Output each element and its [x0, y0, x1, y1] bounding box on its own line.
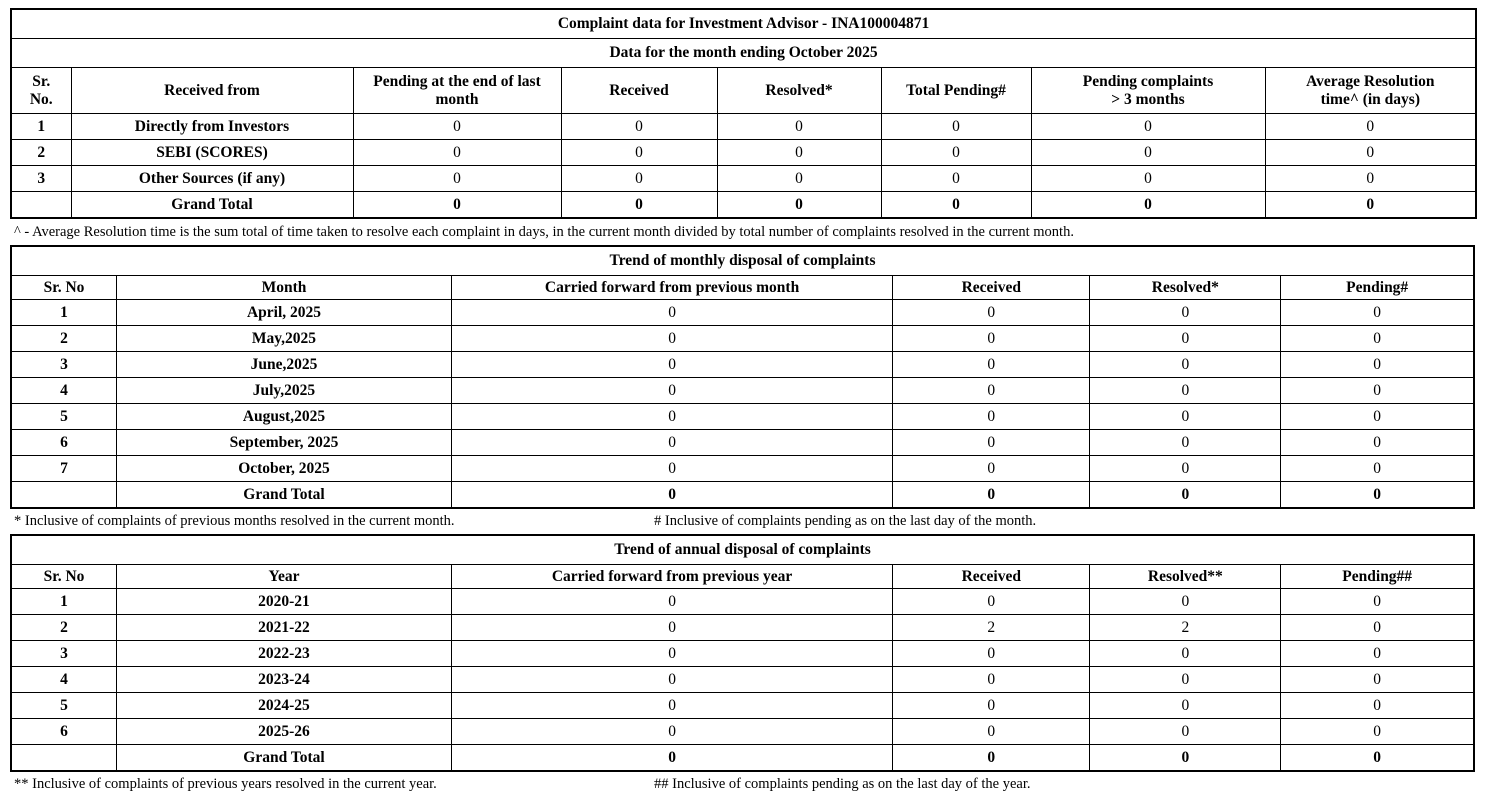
cell-carried-forward: 0 — [451, 326, 892, 352]
footnote-resolved-double-asterisk: ** Inclusive of complaints of previous years resolved in the current year. — [14, 776, 437, 793]
column-header-average-resolution-time — [1265, 68, 1476, 114]
cell-carried-forward: 0 — [451, 404, 892, 430]
cell-received: 0 — [893, 352, 1090, 378]
cell-pending: 0 — [1281, 719, 1474, 745]
column-header-pending: Pending## — [1281, 565, 1474, 589]
cell-month: September, 2025 — [117, 430, 452, 456]
cell-received: 0 — [893, 300, 1090, 326]
column-header-received: Received — [893, 565, 1090, 589]
cell-resolved: 0 — [1090, 482, 1281, 509]
cell-total-pending: 0 — [881, 140, 1031, 166]
cell-sr-no: 5 — [11, 404, 117, 430]
cell-carried-forward: 0 — [451, 667, 892, 693]
cell-pending-gt-3-months: 0 — [1031, 192, 1265, 219]
footnote-pending-hash: # Inclusive of complaints pending as on the last day of the month. — [654, 513, 1037, 530]
cell-pending: 0 — [1281, 641, 1474, 667]
column-header-month: Month — [117, 276, 452, 300]
cell-sr-no: 2 — [11, 615, 117, 641]
table2-banner-row — [11, 246, 1474, 276]
cell-received: 0 — [893, 482, 1090, 509]
footnote-average-resolution-time: ^ - Average Resolution time is the sum total of time taken to resolve each complaint in days, in the current month divided by total number of complaints resolved in the current month. — [14, 224, 1074, 240]
cell-sr-no: 1 — [11, 589, 117, 615]
cell-resolved: 0 — [1090, 667, 1281, 693]
cell-grand-total-label: Grand Total — [71, 192, 353, 219]
cell-sr-no: 5 — [11, 693, 117, 719]
cell-month: June,2025 — [117, 352, 452, 378]
cell-received-from: Other Sources (if any) — [71, 166, 353, 192]
cell-year: 2024-25 — [117, 693, 452, 719]
footnote-row-annual — [10, 772, 1475, 797]
table-row — [11, 140, 1476, 166]
cell-pending-last-month: 0 — [353, 166, 561, 192]
table-row — [11, 404, 1474, 430]
cell-sr-no: 3 — [11, 641, 117, 667]
cell-resolved: 0 — [1090, 378, 1281, 404]
table-row — [11, 166, 1476, 192]
avg-res-line-2: time^ (in days) — [1320, 90, 1420, 108]
cell-pending: 0 — [1281, 589, 1474, 615]
cell-resolved: 0 — [717, 114, 881, 140]
cell-carried-forward: 0 — [451, 352, 892, 378]
cell-resolved: 0 — [1090, 589, 1281, 615]
cell-pending: 0 — [1281, 456, 1474, 482]
cell-avg-resolution-days: 0 — [1265, 192, 1476, 219]
cell-resolved: 0 — [1090, 456, 1281, 482]
column-header-received: Received — [561, 68, 717, 114]
cell-month: August,2025 — [117, 404, 452, 430]
pending-gt3-line-2: > 3 months — [1111, 90, 1185, 108]
cell-received: 0 — [893, 378, 1090, 404]
cell-sr-no: 6 — [11, 430, 117, 456]
table-row — [11, 378, 1474, 404]
table-annual-disposal-trend — [10, 534, 1475, 772]
cell-sr-no: 2 — [11, 326, 117, 352]
table-row — [11, 326, 1474, 352]
cell-sr-no: 1 — [11, 300, 117, 326]
cell-carried-forward: 0 — [451, 719, 892, 745]
cell-carried-forward: 0 — [451, 430, 892, 456]
cell-total-pending: 0 — [881, 114, 1031, 140]
column-header-resolved: Resolved** — [1090, 565, 1281, 589]
table3-header-row — [11, 565, 1474, 589]
cell-pending: 0 — [1281, 693, 1474, 719]
cell-resolved: 0 — [1090, 300, 1281, 326]
page-title: Complaint data for Investment Advisor - INA100004871 — [11, 9, 1476, 39]
cell-avg-resolution-days: 0 — [1265, 166, 1476, 192]
cell-received: 0 — [561, 114, 717, 140]
cell-year: 2020-21 — [117, 589, 452, 615]
cell-pending: 0 — [1281, 430, 1474, 456]
cell-year: 2022-23 — [117, 641, 452, 667]
table-row — [11, 667, 1474, 693]
table1-banner-subtitle-row — [11, 39, 1476, 68]
table-row — [11, 352, 1474, 378]
cell-resolved: 0 — [1090, 326, 1281, 352]
cell-year: 2025-26 — [117, 719, 452, 745]
cell-received: 0 — [893, 745, 1090, 772]
cell-sr-no: 7 — [11, 456, 117, 482]
table-row-grand-total — [11, 745, 1474, 772]
cell-grand-total-label: Grand Total — [117, 745, 452, 772]
cell-pending-gt-3-months: 0 — [1031, 140, 1265, 166]
sr-no-line-2: No. — [29, 90, 53, 108]
cell-pending: 0 — [1281, 667, 1474, 693]
cell-carried-forward: 0 — [451, 615, 892, 641]
table-row-grand-total — [11, 482, 1474, 509]
cell-pending: 0 — [1281, 745, 1474, 772]
cell-grand-total-label: Grand Total — [117, 482, 452, 509]
column-header-total-pending: Total Pending# — [881, 68, 1031, 114]
section-title-annual-trend: Trend of annual disposal of complaints — [11, 535, 1474, 565]
cell-pending: 0 — [1281, 615, 1474, 641]
column-header-pending: Pending# — [1281, 276, 1474, 300]
cell-received: 0 — [893, 641, 1090, 667]
table-monthly-complaint-summary — [10, 8, 1477, 219]
cell-received: 0 — [893, 404, 1090, 430]
cell-month: October, 2025 — [117, 456, 452, 482]
cell-carried-forward: 0 — [451, 378, 892, 404]
table3-banner-row — [11, 535, 1474, 565]
cell-received: 0 — [893, 719, 1090, 745]
table-row — [11, 589, 1474, 615]
cell-resolved: 0 — [1090, 352, 1281, 378]
column-header-carried-forward: Carried forward from previous year — [451, 565, 892, 589]
cell-pending: 0 — [1281, 378, 1474, 404]
page-subtitle: Data for the month ending October 2025 — [11, 39, 1476, 68]
cell-pending: 0 — [1281, 326, 1474, 352]
column-header-carried-forward: Carried forward from previous month — [451, 276, 892, 300]
avg-res-line-1: Average Resolution — [1306, 73, 1435, 91]
table-row — [11, 430, 1474, 456]
cell-resolved: 0 — [717, 140, 881, 166]
column-header-resolved: Resolved* — [717, 68, 881, 114]
cell-avg-resolution-days: 0 — [1265, 140, 1476, 166]
cell-year: 2021-22 — [117, 615, 452, 641]
footnote-resolved-asterisk: * Inclusive of complaints of previous months resolved in the current month. — [14, 513, 455, 530]
cell-sr-no — [11, 482, 117, 509]
cell-received: 0 — [561, 192, 717, 219]
cell-sr-no: 1 — [11, 114, 71, 140]
cell-carried-forward: 0 — [451, 589, 892, 615]
cell-pending-gt-3-months: 0 — [1031, 166, 1265, 192]
cell-sr-no: 3 — [11, 166, 71, 192]
cell-total-pending: 0 — [881, 192, 1031, 219]
cell-resolved: 0 — [1090, 719, 1281, 745]
cell-received: 0 — [893, 326, 1090, 352]
cell-received-from: SEBI (SCORES) — [71, 140, 353, 166]
cell-sr-no — [11, 745, 117, 772]
table-row — [11, 719, 1474, 745]
cell-received: 0 — [893, 667, 1090, 693]
cell-received: 0 — [893, 589, 1090, 615]
column-header-received-from: Received from — [71, 68, 353, 114]
table-row — [11, 615, 1474, 641]
cell-sr-no: 2 — [11, 140, 71, 166]
table-row — [11, 693, 1474, 719]
cell-pending: 0 — [1281, 404, 1474, 430]
cell-total-pending: 0 — [881, 166, 1031, 192]
cell-pending-last-month: 0 — [353, 114, 561, 140]
column-header-resolved: Resolved* — [1090, 276, 1281, 300]
cell-sr-no: 6 — [11, 719, 117, 745]
table1-banner-title-row — [11, 9, 1476, 39]
column-header-sr-no: Sr. No — [11, 276, 117, 300]
cell-carried-forward: 0 — [451, 300, 892, 326]
column-header-pending-last-month: Pending at the end of last month — [353, 68, 561, 114]
cell-month: April, 2025 — [117, 300, 452, 326]
cell-received: 2 — [893, 615, 1090, 641]
cell-pending-last-month: 0 — [353, 192, 561, 219]
footnote-row-monthly — [10, 509, 1475, 534]
table-row — [11, 456, 1474, 482]
cell-resolved: 0 — [717, 192, 881, 219]
cell-received: 0 — [561, 140, 717, 166]
cell-resolved: 0 — [1090, 404, 1281, 430]
cell-month: July,2025 — [117, 378, 452, 404]
cell-resolved: 0 — [717, 166, 881, 192]
cell-pending-last-month: 0 — [353, 140, 561, 166]
sr-no-line-1: Sr. — [32, 73, 51, 91]
cell-received: 0 — [893, 693, 1090, 719]
cell-month: May,2025 — [117, 326, 452, 352]
cell-resolved: 0 — [1090, 693, 1281, 719]
cell-received: 0 — [561, 166, 717, 192]
column-header-sr-no: Sr. No — [11, 565, 117, 589]
cell-received-from: Directly from Investors — [71, 114, 353, 140]
cell-avg-resolution-days: 0 — [1265, 114, 1476, 140]
table-row — [11, 114, 1476, 140]
cell-received: 0 — [893, 430, 1090, 456]
cell-sr-no: 3 — [11, 352, 117, 378]
table-monthly-disposal-trend — [10, 245, 1475, 509]
footnote-pending-double-hash: ## Inclusive of complaints pending as on the last day of the year. — [654, 776, 1031, 793]
cell-received: 0 — [893, 456, 1090, 482]
cell-pending: 0 — [1281, 352, 1474, 378]
cell-resolved: 0 — [1090, 745, 1281, 772]
cell-resolved: 0 — [1090, 641, 1281, 667]
cell-carried-forward: 0 — [451, 456, 892, 482]
section-title-monthly-trend: Trend of monthly disposal of complaints — [11, 246, 1474, 276]
cell-sr-no: 4 — [11, 667, 117, 693]
cell-carried-forward: 0 — [451, 482, 892, 509]
cell-carried-forward: 0 — [451, 641, 892, 667]
column-header-received: Received — [893, 276, 1090, 300]
table-row — [11, 300, 1474, 326]
table-row-grand-total — [11, 192, 1476, 219]
table-row — [11, 641, 1474, 667]
pending-gt3-line-1: Pending complaints — [1082, 73, 1214, 91]
table1-header-row — [11, 68, 1476, 114]
cell-resolved: 0 — [1090, 430, 1281, 456]
table2-header-row — [11, 276, 1474, 300]
cell-sr-no: 4 — [11, 378, 117, 404]
cell-sr-no — [11, 192, 71, 219]
column-header-sr-no — [11, 68, 71, 114]
cell-pending: 0 — [1281, 482, 1474, 509]
cell-pending: 0 — [1281, 300, 1474, 326]
cell-pending-gt-3-months: 0 — [1031, 114, 1265, 140]
cell-carried-forward: 0 — [451, 745, 892, 772]
column-header-pending-gt-3-months — [1031, 68, 1265, 114]
column-header-year: Year — [117, 565, 452, 589]
cell-carried-forward: 0 — [451, 693, 892, 719]
cell-resolved: 2 — [1090, 615, 1281, 641]
cell-year: 2023-24 — [117, 667, 452, 693]
